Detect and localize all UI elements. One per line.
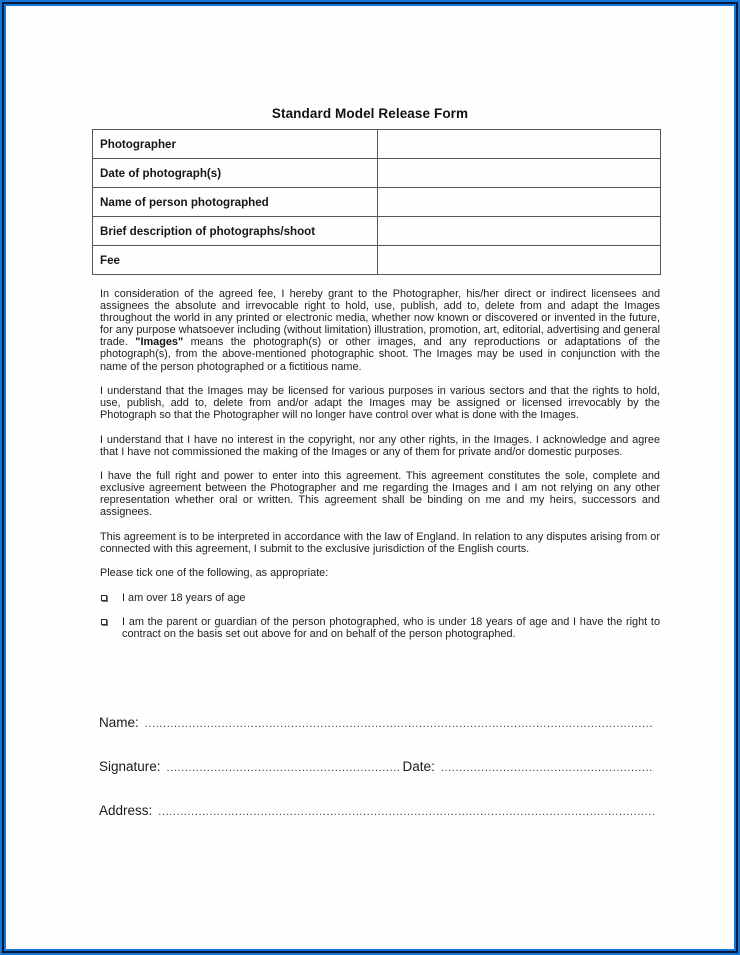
agreement-body (100, 288, 660, 653)
address-field[interactable] (158, 806, 654, 818)
table-row (93, 130, 661, 159)
option-over-18[interactable]: I am over 18 years of age (100, 592, 660, 604)
paragraph-authority: I have the full right and power to enter into this agreement. This agreement constitutes the sole, complete and exclusive agreement between the Photographer and me regarding the Images and I am not relying on any other representation whether oral or written. This agreement shall be binding on me and my heirs, successors and assignees. (100, 470, 660, 519)
paragraph-jurisdiction: This agreement is to be interpreted in accordance with the law of England. In relation to any disputes arising from or connected with this agreement, I submit to the exclusive jurisdiction of the English courts. (100, 530, 660, 555)
document-page (6, 6, 734, 949)
photographer-field[interactable] (378, 130, 661, 159)
date-label: Date: (402, 759, 435, 774)
table-row (93, 188, 661, 217)
option-parent-guardian[interactable]: I am the parent or guardian of the person photographed, who is under 18 years of age and I have the right to contract on the basis set out above for and on behalf of the person photographed. (100, 616, 660, 640)
row-label-date: Date of photograph(s) (93, 159, 378, 188)
signature-label: Signature: (99, 759, 161, 774)
name-field[interactable] (145, 718, 654, 730)
address-line (99, 803, 654, 818)
date-field[interactable] (441, 762, 654, 774)
page-title: Standard Model Release Form (271, 106, 469, 121)
address-label: Address: (99, 803, 153, 818)
images-term: "Images" (135, 336, 184, 349)
row-label-fee: Fee (93, 246, 378, 275)
table-row (93, 246, 661, 275)
person-photographed-field[interactable] (378, 188, 661, 217)
signature-date-line (99, 759, 654, 774)
paragraph-licensing: I understand that the Images may be licensed for various purposes in various sectors and that the rights to hold, use, publish, add to, delete from and/or adapt the Images may be assigned or licensed irrevocably by the Photograph so that the Photographer will no longer have control over what is done with the Images. (100, 384, 660, 422)
paragraph-grant: In consideration of the agreed fee, I hereby grant to the Photographer, his/her direct or indirect licensees and assignees the absolute and irrevocable right to hold, use, publish, add to, delete from and adapt the Images throughout the world in any printed or electronic media, whether now known or discovered or invented in the future, for any purpose whatsoever including (without limitation) illustration, promotion, art, editorial, advertising and general trade. "Images" means the photograph(s) or other images, and any reproductions or adaptations of the photograph(s), from the above-mentioned photographic shoot. The Images may be used in conjunction with the name of the person photographed or a fictitious name. (100, 288, 661, 373)
checkbox-icon[interactable] (101, 595, 107, 601)
fee-field[interactable] (378, 246, 661, 275)
date-of-photographs-field[interactable] (378, 159, 661, 188)
signature-field[interactable] (167, 762, 399, 774)
row-label-description: Brief description of photographs/shoot (93, 217, 378, 246)
paragraph-copyright: I understand that I have no interest in the copyright, nor any other rights, in the Images. I acknowledge and agree that I have not commissioned the making of the Images or any of them for private and/or domestic purposes. (100, 433, 660, 458)
row-label-photographer: Photographer (93, 130, 378, 159)
info-table (92, 129, 661, 275)
tick-instruction: Please tick one of the following, as appropriate: (100, 567, 329, 580)
table-row (93, 159, 661, 188)
description-field[interactable] (378, 217, 661, 246)
name-label: Name: (99, 715, 139, 730)
checkbox-icon[interactable] (101, 619, 107, 625)
row-label-person: Name of person photographed (93, 188, 378, 217)
table-row (93, 217, 661, 246)
name-line (99, 715, 654, 730)
tick-options (100, 592, 660, 641)
